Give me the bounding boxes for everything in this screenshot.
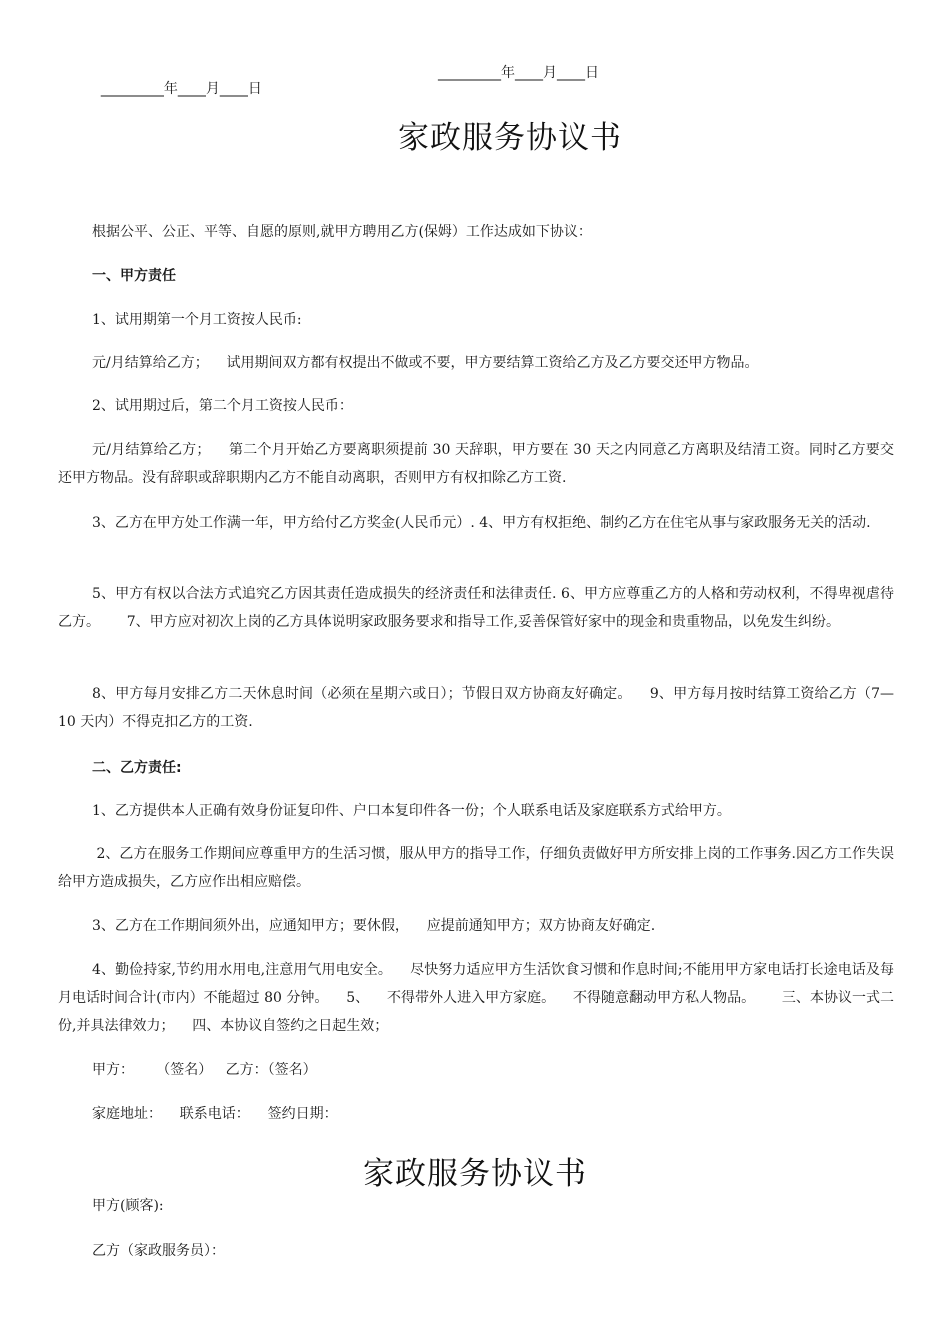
clause-a8: 8、甲方每月安排乙方二天休息时间（必须在星期六或日）；节假日双方协商友好确定。 9、甲方每月按时结算工资给乙方（7—10 天内）不得克扣乙方的工资. — [58, 686, 894, 730]
clause-a1: 1、试用期第一个月工资按人民币: — [92, 312, 302, 328]
page-title: 家政服务协议书 — [398, 120, 622, 156]
party-a-line: 甲方(顾客): — [92, 1198, 164, 1214]
clause-b4: 4、勤俭持家,节约用水用电,注意用气用电安全。 尽快努力适应甲方生活饮食习惯和作息时间;不能用甲方家电话打长途电话及每月电话时间合计(市内）不能超过 80 分钟。 5、 不得带外人进入甲方家庭。 不得随意翻动甲方私人物品。 三、本协议一式二份,并具法律效力； 四、本协议自签约之日起生效； — [58, 962, 894, 1034]
date-left: _________年____月____日 — [100, 81, 262, 97]
clause-b3: 3、乙方在工作期间须外出，应通知甲方；要休假， 应提前通知甲方；双方协商友好确定. — [92, 918, 656, 934]
clause-a5: 5、甲方有权以合法方式追究乙方因其责任造成损失的经济责任和法律责任. 6、甲方应尊重乙方的人格和劳动权利，不得卑视虐待乙方。 7、甲方应对初次上岗的乙方具体说明家政服务要求和指导工作,妥善保管好家中的现金和贵重物品，以免发生纠纷。 — [58, 586, 894, 630]
clause-a2b: 元/月结算给乙方； 第二个月开始乙方要离职须提前 30 天辞职，甲方要在 30 天之内同意乙方离职及结清工资。同时乙方要交还甲方物品。没有辞职或辞职期内乙方不能自动离职，否则甲方有权扣除乙方工资. — [58, 442, 894, 486]
clause-a2: 2、试用期过后，第二个月工资按人民币： — [92, 398, 353, 414]
clause-b1: 1、乙方提供本人正确有效身份证复印件、户口本复印件各一份；个人联系电话及家庭联系方式给甲方。 — [92, 803, 731, 819]
intro-paragraph: 根据公平、公正、平等、自愿的原则,就甲方聘用乙方(保姆）工作达成如下协议： — [92, 224, 592, 240]
info-line: 家庭地址： 联系电话： 签约日期： — [92, 1106, 338, 1122]
clause-b2: 2、乙方在服务工作期间应尊重甲方的生活习惯，服从甲方的指导工作，仔细负责做好甲方所安排上岗的工作事务.因乙方工作失误给甲方造成损失，乙方应作出相应赔偿。 — [58, 846, 895, 890]
clause-a1b: 元/月结算给乙方； 试用期间双方都有权提出不做或不要，甲方要结算工资给乙方及乙方要交还甲方物品。 — [92, 355, 759, 371]
party-b-line: 乙方（家政服务员）： — [92, 1243, 225, 1259]
date-line — [92, 62, 599, 114]
signature-line: 甲方： （签名） 乙方：（签名） — [92, 1062, 317, 1078]
clause-a3: 3、乙方在甲方处工作满一年，甲方给付乙方奖金(人民币元）. 4、甲方有权拒绝、制约乙方在住宅从事与家政服务无关的活动. — [92, 515, 871, 531]
second-title: 家政服务协议书 — [363, 1156, 587, 1192]
section-a-heading: 一、甲方责任 — [92, 268, 176, 284]
section-b-heading: 二、乙方责任: — [92, 760, 182, 776]
date-right: _________年____月____日 — [438, 65, 599, 81]
